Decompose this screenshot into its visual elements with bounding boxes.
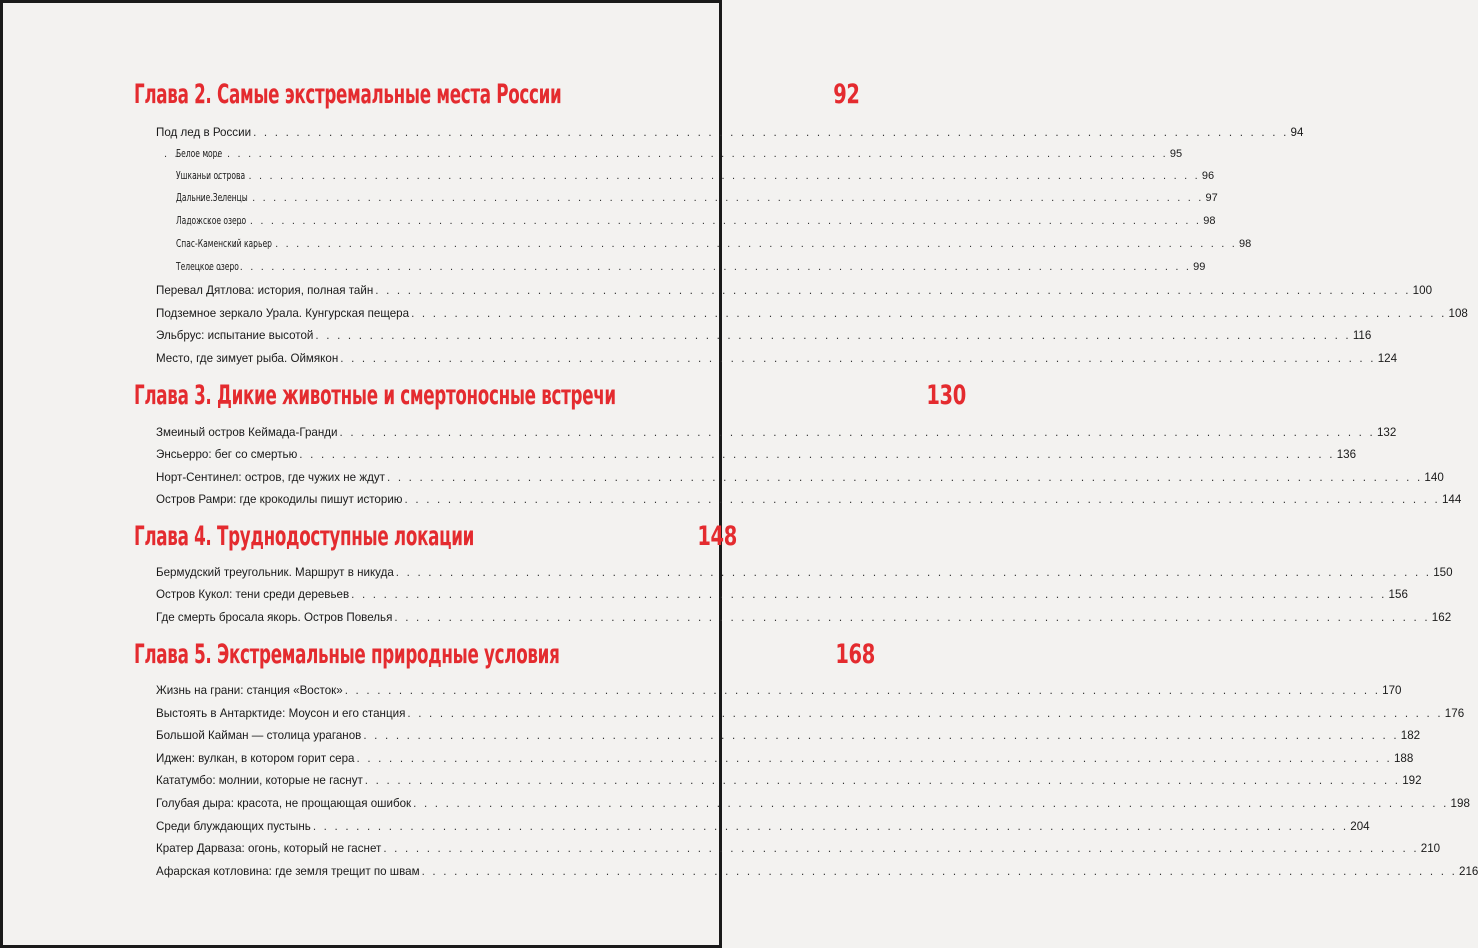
dot-leader (200, 192, 1204, 204)
dot-leader (313, 820, 1348, 833)
dot-leader (394, 611, 1429, 624)
entry-page: 136 (1336, 448, 1357, 461)
entry-page: 198 (1450, 797, 1470, 810)
toc-entry (156, 352, 1398, 368)
entry-page: 140 (1424, 471, 1444, 484)
entry-title: Жизнь на грани: станция «Восток» (156, 684, 343, 697)
entry-title: Перевал Дятлова: история, полная тайн (156, 284, 374, 297)
entry-title: Подземное зеркало Урала. Кунгурская пещера (156, 307, 410, 320)
chapter-page-number: 130 (926, 380, 967, 411)
entry-title: Где смерть бросала якорь. Остров Повелья (156, 611, 393, 624)
chapter-heading (134, 79, 861, 110)
toc-subentry (176, 238, 1252, 254)
entry-page: 95 (1169, 148, 1183, 160)
dot-leader (422, 865, 1457, 878)
toc-entry (156, 752, 1414, 768)
chapter-title: Глава 3. Дикие животные и смертоносные встречи (134, 380, 616, 411)
entry-title: Ладожское озеро (176, 215, 247, 227)
toc-entry (156, 729, 1421, 745)
entry-page: 98 (1203, 215, 1216, 227)
toc-entry (156, 471, 1444, 487)
dot-leader (196, 170, 1200, 182)
entry-page: 108 (1448, 307, 1468, 320)
toc-entry (156, 284, 1433, 300)
entry-title: Место, где зимует рыба. Оймякон (156, 352, 339, 365)
entry-page: 188 (1393, 752, 1414, 765)
toc-entry (156, 774, 1422, 790)
dot-leader (357, 752, 1392, 765)
toc-subentry (176, 215, 1216, 231)
toc-entry (156, 842, 1441, 858)
entry-page: 116 (1352, 329, 1372, 342)
entry-page: 204 (1350, 820, 1370, 833)
entry-title: Змеиный остров Кеймада-Гранди (156, 426, 338, 439)
chapter-page-number: 168 (835, 639, 876, 670)
entry-title: Энсьерро: бег со смертью (156, 448, 298, 461)
dot-leader (383, 842, 1418, 855)
toc-entry (156, 566, 1453, 582)
chapter-title: Глава 4. Труднодоступные локации (134, 521, 475, 552)
dot-leader (315, 329, 1350, 342)
entry-title: Спас-Каменский карьер (176, 238, 272, 250)
chapter-title: Глава 2. Самые экстремальные места России (134, 79, 562, 110)
chapter-page-number: 148 (697, 521, 738, 552)
toc-entry (156, 865, 1478, 881)
entry-title: Кратер Дарваза: огонь, который не гаснет (156, 842, 382, 855)
dot-leader (253, 126, 1288, 139)
entry-title: Остров Рамри: где крокодилы пишут историю (156, 493, 403, 506)
entry-title: Эльбрус: испытание высотой (156, 329, 314, 342)
entry-title: Среди блуждающих пустынь (156, 820, 311, 833)
dot-leader (387, 471, 1422, 484)
toc-subentry (176, 170, 1215, 186)
entry-page: 182 (1400, 729, 1421, 742)
entry-page: 192 (1402, 774, 1422, 787)
toc-subentry (176, 148, 1183, 164)
entry-page: 96 (1201, 170, 1215, 182)
entry-page: 156 (1388, 588, 1408, 601)
dot-leader (365, 774, 1400, 787)
entry-page: 98 (1239, 238, 1252, 250)
dot-leader (340, 426, 1375, 439)
chapter-title: Глава 5. Экстремальные природные условия (134, 639, 560, 670)
entry-title: Белое море (176, 148, 223, 160)
entry-page: 144 (1441, 493, 1462, 506)
entry-page: 216 (1459, 865, 1478, 878)
entry-title: Остров Кукол: тени среди деревьев (156, 588, 350, 601)
dot-leader (405, 493, 1440, 506)
entry-page: 162 (1431, 611, 1452, 624)
entry-title: Иджен: вулкан, в котором горит сера (156, 752, 355, 765)
entry-title: Кататумбо: молнии, которые не гаснут (156, 774, 363, 787)
entry-title: Дальние Зеленцы (176, 192, 248, 204)
entry-page: 97 (1205, 192, 1218, 204)
dot-leader (375, 284, 1410, 297)
entry-page: 170 (1382, 684, 1402, 697)
toc-entry (156, 307, 1468, 323)
entry-page: 124 (1377, 352, 1398, 365)
dot-leader (197, 215, 1201, 227)
dot-leader (407, 707, 1442, 720)
entry-page: 100 (1412, 284, 1433, 297)
dot-leader (351, 588, 1386, 601)
toc-subentry (176, 261, 1206, 277)
chapter-page-number: 92 (833, 79, 861, 110)
dot-leader (413, 797, 1448, 810)
entry-title: Норт-Сентинел: остров, где чужих не ждут (156, 471, 385, 484)
dot-leader (187, 261, 1191, 273)
toc-entry (156, 426, 1397, 442)
dot-leader (340, 352, 1375, 365)
dot-leader (233, 238, 1237, 250)
entry-page: 99 (1193, 261, 1206, 273)
chapter-heading (134, 639, 876, 670)
entry-title: Выстоять в Антарктиде: Моусон и его станция (156, 707, 406, 720)
entry-page: 132 (1376, 426, 1397, 439)
toc-entry (156, 329, 1372, 345)
dot-leader (363, 729, 1398, 742)
entry-title: Голубая дыра: красота, не прощающая ошибок (156, 797, 412, 810)
entry-title: Большой Кайман — столица ураганов (156, 729, 362, 742)
entry-title: Под лед в России (156, 126, 252, 139)
toc-entry (156, 126, 1304, 142)
entry-title: Телецкое озеро (176, 261, 239, 273)
entry-page: 210 (1420, 842, 1441, 855)
dot-leader (164, 148, 1168, 160)
dot-leader (411, 307, 1446, 320)
toc-entry (156, 707, 1465, 723)
entry-page: 176 (1444, 707, 1465, 720)
toc-entry (156, 684, 1402, 700)
chapter-heading (134, 521, 738, 552)
dot-leader (345, 684, 1380, 697)
entry-page: 150 (1433, 566, 1453, 579)
dot-leader (299, 448, 1334, 461)
chapter-heading (134, 380, 967, 411)
entry-page: 94 (1290, 126, 1304, 139)
entry-title: Ушканьи острова (176, 170, 246, 182)
toc-entry (156, 448, 1357, 464)
toc-entry (156, 820, 1370, 836)
toc-subentry (176, 192, 1218, 208)
dot-leader (396, 566, 1431, 579)
toc-entry (156, 797, 1470, 813)
entry-title: Бермудский треугольник. Маршрут в никуда (156, 566, 394, 579)
toc-entry (156, 611, 1452, 627)
entry-title: Афарская котловина: где земля трещит по швам (156, 865, 420, 878)
toc-entry (156, 493, 1462, 509)
toc-entry (156, 588, 1408, 604)
